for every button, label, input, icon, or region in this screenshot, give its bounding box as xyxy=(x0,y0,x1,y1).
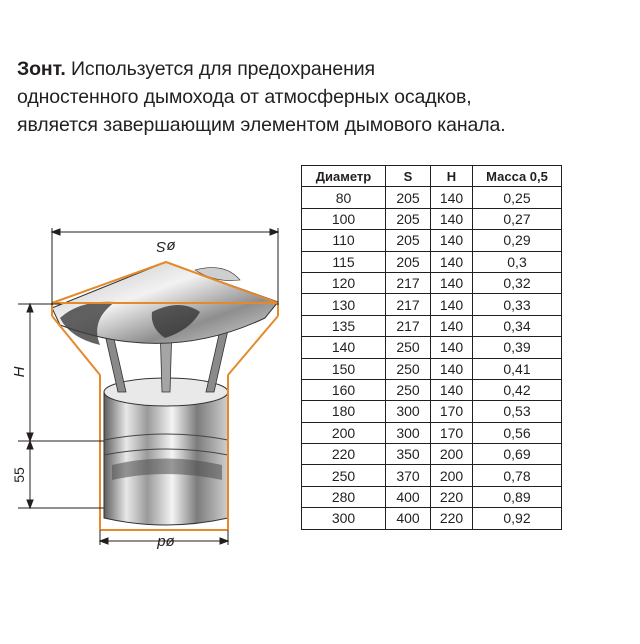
cell-s: 300 xyxy=(386,422,431,443)
cell-diameter: 140 xyxy=(302,337,386,358)
cell-mass: 0,56 xyxy=(473,422,562,443)
cell-mass: 0,29 xyxy=(473,230,562,251)
cell-h: 140 xyxy=(431,251,473,272)
cell-h: 140 xyxy=(431,379,473,400)
cell-diameter: 160 xyxy=(302,379,386,400)
cell-h: 200 xyxy=(431,465,473,486)
header-diameter: Диаметр xyxy=(302,166,386,187)
table-row xyxy=(302,230,562,251)
cell-diameter: 150 xyxy=(302,358,386,379)
cell-h: 220 xyxy=(431,508,473,529)
table-row xyxy=(302,315,562,336)
cell-s: 300 xyxy=(386,401,431,422)
cell-s: 370 xyxy=(386,465,431,486)
cell-s: 400 xyxy=(386,508,431,529)
header-mass: Масса 0,5 xyxy=(473,166,562,187)
description-line-2: одностенного дымохода от атмосферных осадков, xyxy=(17,86,472,108)
cell-h: 140 xyxy=(431,187,473,208)
header-s: S xyxy=(386,166,431,187)
dimensions-table xyxy=(301,165,562,530)
cell-h: 170 xyxy=(431,401,473,422)
cell-diameter: 80 xyxy=(302,187,386,208)
cell-diameter: 250 xyxy=(302,465,386,486)
table-row xyxy=(302,294,562,315)
table-row xyxy=(302,272,562,293)
cell-diameter: 200 xyxy=(302,422,386,443)
cell-mass: 0,3 xyxy=(473,251,562,272)
table-row xyxy=(302,422,562,443)
cell-mass: 0,42 xyxy=(473,379,562,400)
cell-s: 350 xyxy=(386,444,431,465)
cell-h: 200 xyxy=(431,444,473,465)
cell-mass: 0,89 xyxy=(473,486,562,507)
cell-mass: 0,33 xyxy=(473,294,562,315)
cell-s: 217 xyxy=(386,272,431,293)
cell-diameter: 300 xyxy=(302,508,386,529)
pipe-body xyxy=(104,378,228,525)
cell-mass: 0,34 xyxy=(473,315,562,336)
cell-s: 205 xyxy=(386,230,431,251)
cell-s: 217 xyxy=(386,315,431,336)
cell-mass: 0,32 xyxy=(473,272,562,293)
table-row xyxy=(302,401,562,422)
table-row xyxy=(302,187,562,208)
cell-mass: 0,41 xyxy=(473,358,562,379)
table-row xyxy=(302,379,562,400)
cell-h: 140 xyxy=(431,208,473,229)
table-row xyxy=(302,508,562,529)
table-row xyxy=(302,465,562,486)
cell-s: 250 xyxy=(386,337,431,358)
table-row xyxy=(302,337,562,358)
cell-diameter: 280 xyxy=(302,486,386,507)
cell-mass: 0,39 xyxy=(473,337,562,358)
cell-diameter: 110 xyxy=(302,230,386,251)
cell-s: 400 xyxy=(386,486,431,507)
header-h: H xyxy=(431,166,473,187)
table-row xyxy=(302,486,562,507)
cell-mass: 0,69 xyxy=(473,444,562,465)
cell-mass: 0,78 xyxy=(473,465,562,486)
table-row xyxy=(302,251,562,272)
cell-diameter: 120 xyxy=(302,272,386,293)
table-row xyxy=(302,444,562,465)
product-term: Зонт. xyxy=(17,58,66,80)
cell-s: 250 xyxy=(386,358,431,379)
table-row xyxy=(302,358,562,379)
cell-diameter: 115 xyxy=(302,251,386,272)
cell-s: 205 xyxy=(386,208,431,229)
cell-mass: 0,92 xyxy=(473,508,562,529)
product-description xyxy=(17,55,627,139)
cell-h: 220 xyxy=(431,486,473,507)
cell-mass: 0,53 xyxy=(473,401,562,422)
cell-h: 140 xyxy=(431,272,473,293)
cell-h: 140 xyxy=(431,230,473,251)
cell-h: 140 xyxy=(431,294,473,315)
cell-diameter: 130 xyxy=(302,294,386,315)
dimension-label-55: 55 xyxy=(11,467,27,483)
description-line-3: является завершающим элементом дымового канала. xyxy=(17,114,506,136)
cell-mass: 0,27 xyxy=(473,208,562,229)
dimension-label-s: øS xyxy=(156,238,176,255)
cell-s: 217 xyxy=(386,294,431,315)
table-header-row xyxy=(302,166,562,187)
description-line-1: Используется для предохранения xyxy=(71,58,376,80)
dimension-label-h: H xyxy=(11,366,28,378)
cell-h: 170 xyxy=(431,422,473,443)
chimney-cap-drawing xyxy=(0,160,300,560)
cell-s: 250 xyxy=(386,379,431,400)
cell-mass: 0,25 xyxy=(473,187,562,208)
cell-h: 140 xyxy=(431,358,473,379)
cell-h: 140 xyxy=(431,315,473,336)
cell-s: 205 xyxy=(386,187,431,208)
cell-s: 205 xyxy=(386,251,431,272)
cell-h: 140 xyxy=(431,337,473,358)
cell-diameter: 135 xyxy=(302,315,386,336)
dimension-label-d: ød xyxy=(157,534,175,551)
cell-diameter: 100 xyxy=(302,208,386,229)
cell-diameter: 220 xyxy=(302,444,386,465)
table-row xyxy=(302,208,562,229)
cell-diameter: 180 xyxy=(302,401,386,422)
